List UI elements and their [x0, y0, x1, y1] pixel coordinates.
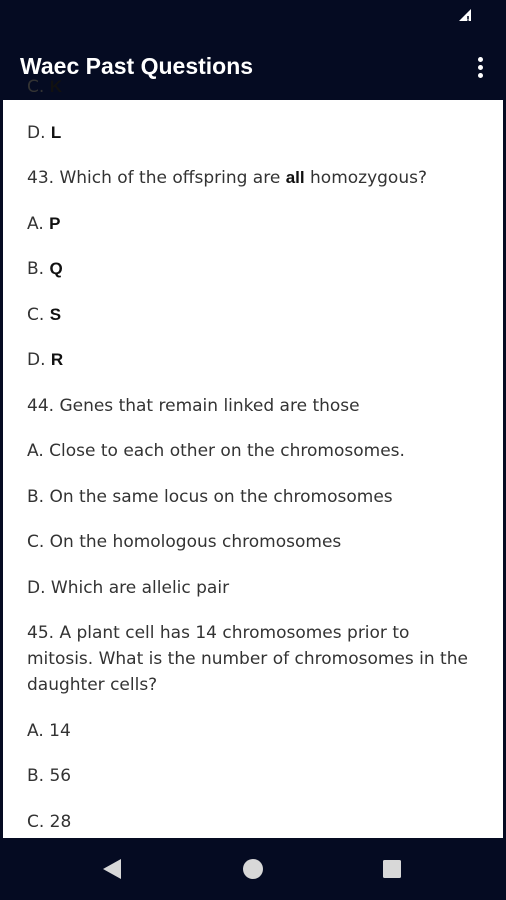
- option-c: [3, 302, 503, 328]
- menu-dot: [478, 65, 483, 70]
- menu-dot: [478, 57, 483, 62]
- back-button[interactable]: [82, 838, 142, 900]
- option-b: [3, 256, 503, 282]
- option-c: C. 28: [27, 811, 72, 832]
- option-label: A.: [27, 213, 50, 234]
- question-44: 44. Genes that remain linked are those: [27, 395, 360, 416]
- option-b: B. 56: [27, 766, 72, 786]
- option-label: D.: [27, 122, 51, 143]
- option-d: D. Which are allelic pair: [27, 577, 230, 598]
- status-bar: [0, 0, 506, 34]
- home-button[interactable]: [223, 838, 283, 900]
- option-c: [3, 74, 503, 100]
- option-value: K: [49, 77, 62, 96]
- option-label: D.: [27, 350, 51, 370]
- question-emphasis: all: [285, 168, 305, 187]
- question-45: 45. A plant cell has 14 chromosomes prior to mitosis. What is the number of chromosomes in the daughter cells?: [27, 623, 468, 695]
- question-43: [3, 165, 503, 191]
- option-value: L: [50, 122, 62, 142]
- back-triangle-icon: [102, 858, 122, 880]
- option-label: B.: [27, 259, 50, 279]
- option-label: C.: [27, 304, 50, 325]
- option-value: R: [50, 350, 64, 369]
- question-text: homozygous?: [304, 168, 427, 188]
- option-a: A. 14: [27, 720, 71, 741]
- app-title: Waec Past Questions: [20, 53, 254, 79]
- option-a: [3, 211, 503, 237]
- question-text: 43. Which of the offspring are: [27, 168, 286, 188]
- option-value: Q: [49, 259, 63, 278]
- option-c: C. On the homologous chromosomes: [27, 532, 342, 552]
- option-label: C.: [27, 77, 50, 97]
- option-a: A. Close to each other on the chromosomes.: [27, 441, 405, 461]
- home-circle-icon: [242, 858, 264, 880]
- question-list[interactable]: [3, 77, 503, 838]
- recents-button[interactable]: [362, 838, 422, 900]
- option-d: [3, 120, 503, 146]
- question-scroller: [3, 74, 503, 854]
- option-b: B. On the same locus on the chromosomes: [27, 486, 393, 507]
- option-value: P: [49, 213, 61, 233]
- recent-square-icon: [382, 859, 402, 879]
- option-d: [3, 347, 503, 373]
- signal-icon: [458, 8, 472, 22]
- system-nav-bar: [0, 838, 506, 900]
- option-value: S: [49, 304, 62, 324]
